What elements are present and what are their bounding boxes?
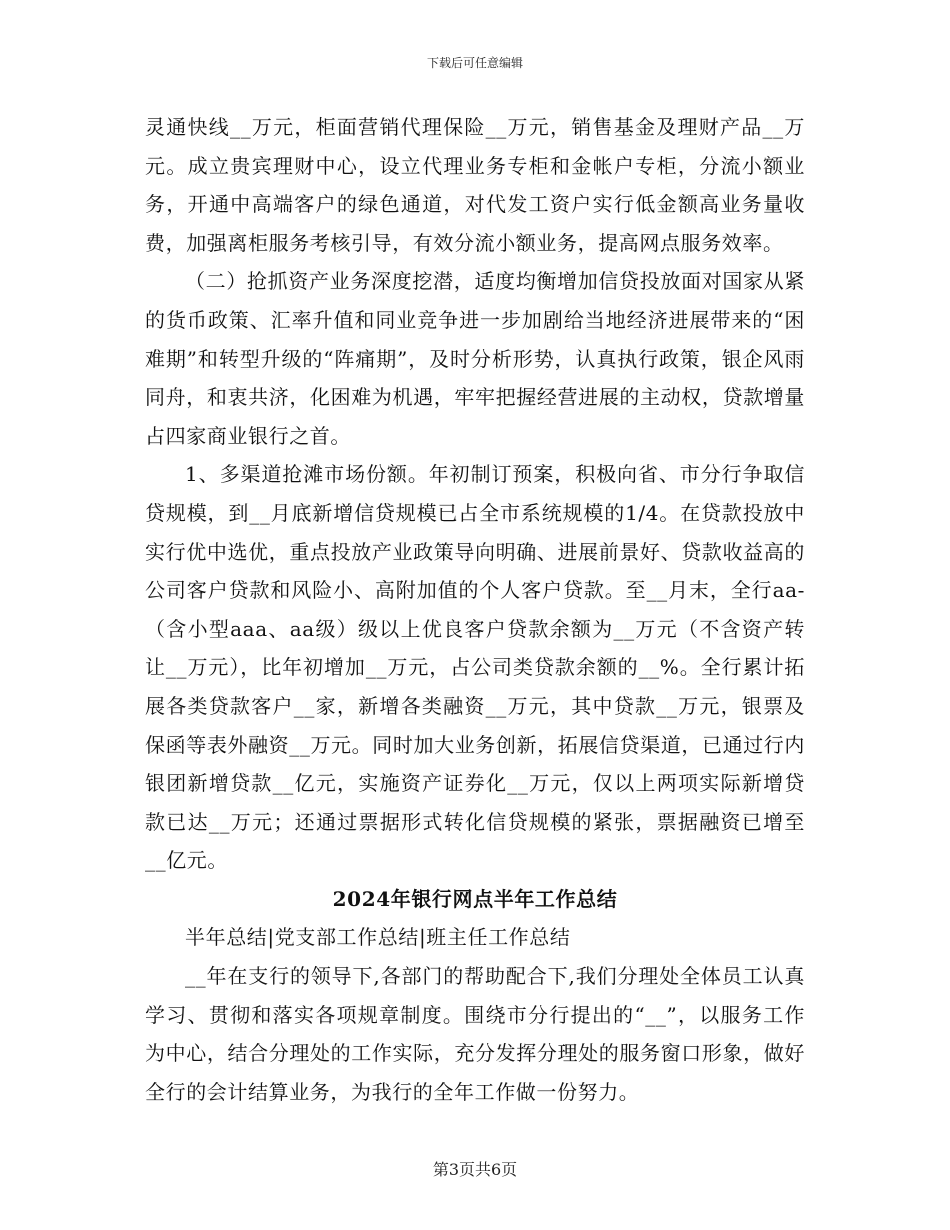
paragraph-item-one: 1、多渠道抢滩市场份额。年初制订预案，积极向省、市分行争取信贷规模，到__月底新增信贷规模已占全市系统规模的1/4。在贷款投放中实行优中选优，重点投放产业政策导向明确、进展前景好、贷款收益高的公司客户贷款和风险小、高附加值的个人客户贷款。至__月末，全行aa-（含小型aaa、aa级）级以上优良客户贷款余额为__万元（不含资产转让__万元），比年初增加__万元，占公司类贷款余额的__%。全行累计拓展各类贷款客户__家，新增各类融资__万元，其中贷款__万元，银票及保函等表外融资__万元。同时加大业务创新，拓展信贷渠道，已通过行内银团新增贷款__亿元，实施资产证券化__万元，仅以上两项实际新增贷款已达__万元；还通过票据形式转化信贷规模的紧张，票据融资已增至__亿元。	[145, 462, 805, 873]
page-footer: 第3页共6页	[432, 1160, 518, 1179]
paragraph-continuation: 灵通快线__万元，柜面营销代理保险__万元，销售基金及理财产品__万元。成立贵宾理财中心，设立代理业务专柜和金帐户专柜，分流小额业务，开通中高端客户的绿色通道，对代发工资户实行低金额高业务量收费，加强离柜服务考核引导，有效分流小额业务，提高网点服务效率。	[145, 115, 805, 255]
page-header: 下载后可任意编辑	[426, 56, 523, 70]
section-title: 2024年银行网点半年工作总结	[332, 886, 618, 911]
paragraph-section-two: （二）抢抓资产业务深度挖潜，适度均衡增加信贷投放面对国家从紧的货币政策、汇率升值和同业竞争进一步加剧给当地经济进展带来的“困难期”和转型升级的“阵痛期”，及时分析形势，认真执行政策，银企风雨同舟，和衷共济，化困难为机遇，牢牢把握经营进展的主动权，贷款增量占四家商业银行之首。	[145, 269, 805, 448]
paragraph-summary-intro: __年在支行的领导下,各部门的帮助配合下,我们分理处全体员工认真学习、贯彻和落实各项规章制度。围绕市分行提出的“__”，以服务工作为中心，结合分理处的工作实际，充分发挥分理处的服务窗口形象，做好全行的会计结算业务，为我行的全年工作做一份努力。	[145, 964, 805, 1104]
tags-line: 半年总结|党支部工作总结|班主任工作总结	[185, 925, 571, 950]
document-body	[145, 108, 805, 1111]
